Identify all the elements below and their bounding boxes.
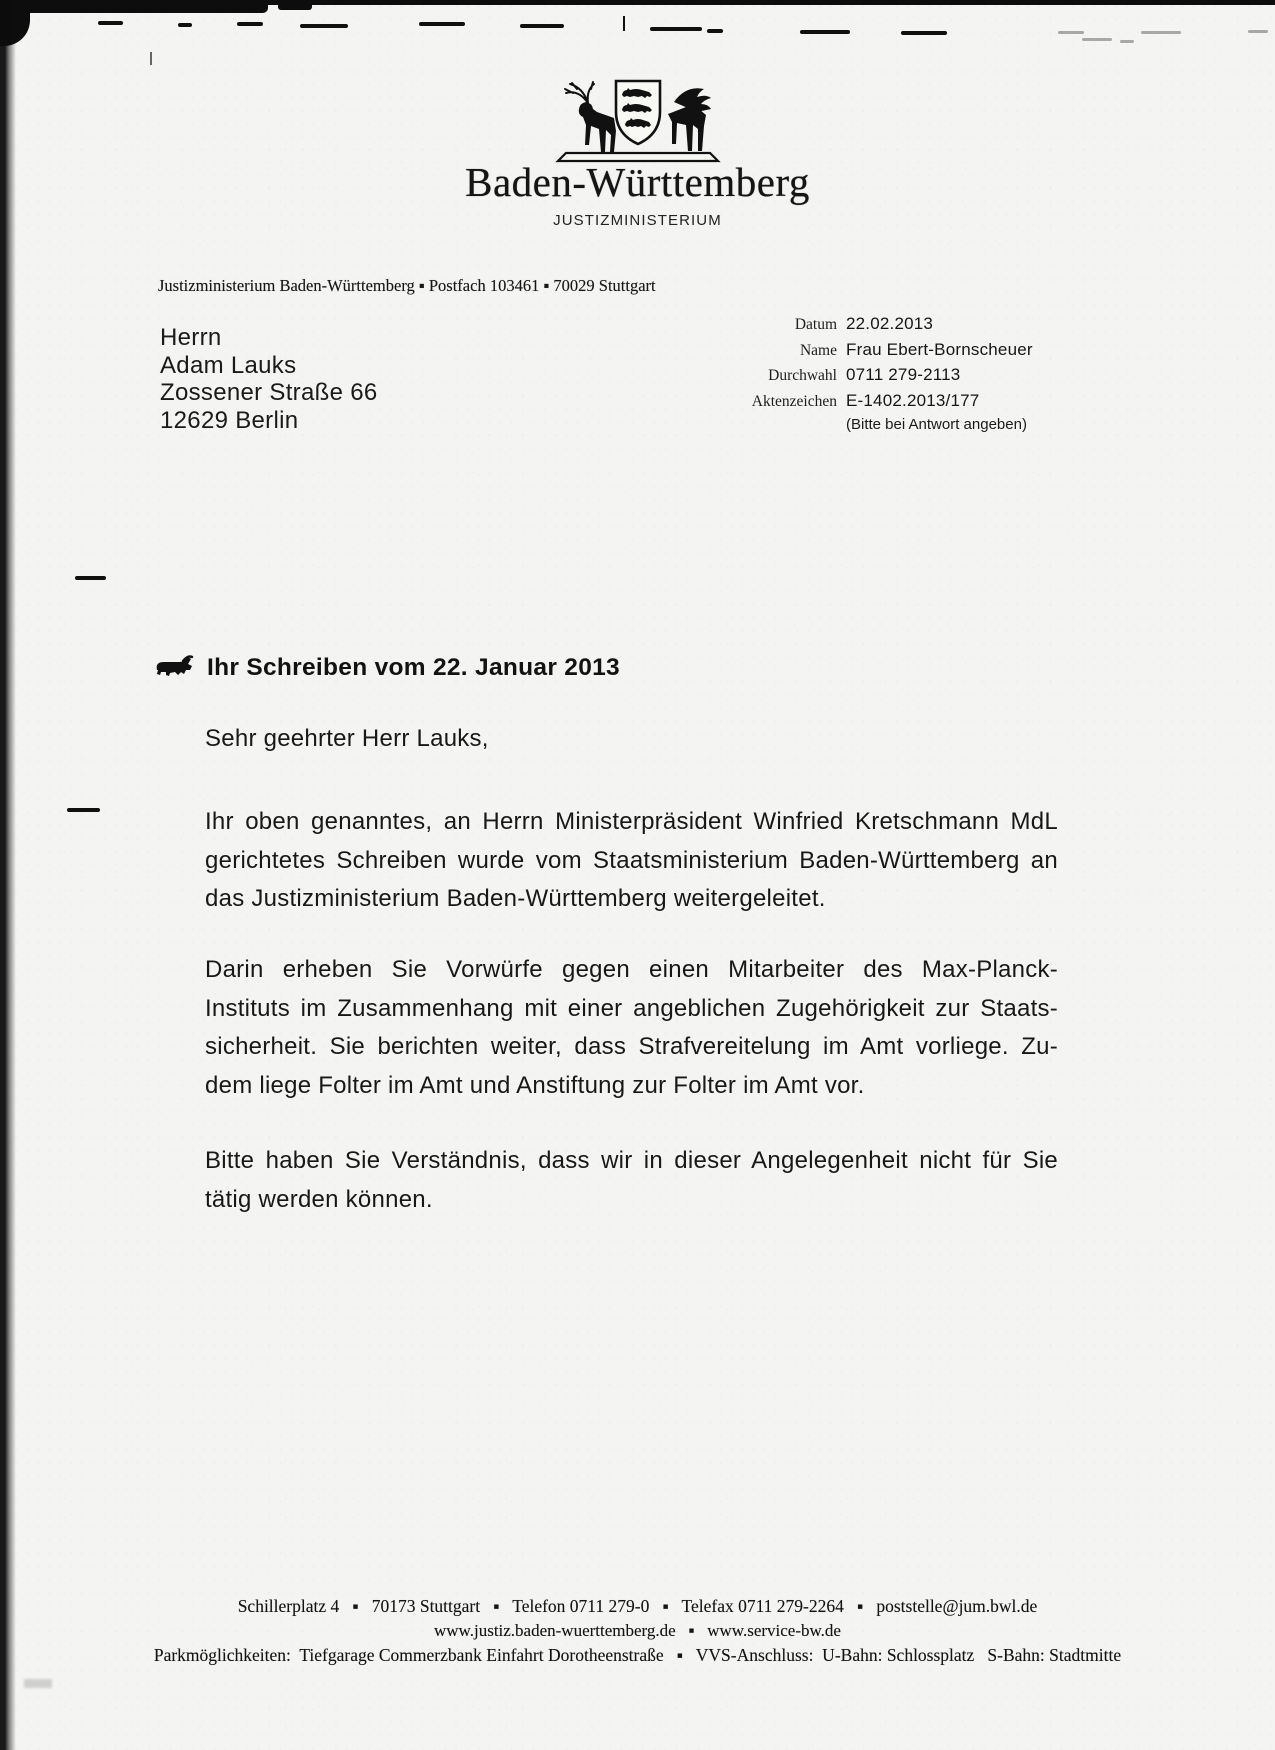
meta-value-phone: 0711 279-2113 <box>846 365 961 384</box>
lion-logo-icon <box>152 653 196 683</box>
body-line: Instituts im Zusammenhang mit einer angeblichen Zugehörigkeit zur Staats- <box>205 994 1058 1022</box>
meta-row-name <box>655 338 1055 364</box>
body-line: sicherheit. Sie berichten weiter, dass Strafvereitelung im Amt vorliege. Zu- <box>205 1033 1058 1060</box>
footer-parking-line: Parkmöglichkeiten: Tiefgarage Commerzbank Einfahrt Dorotheenstraße ▪ VVS-Anschluss: U-Bahn: Schlossplatz S-Bahn: Stadtmitte <box>153 1645 1122 1665</box>
meta-value-reference: E-1402.2013/177 <box>846 390 980 410</box>
ministry-name: JUSTIZMINISTERIUM <box>553 212 722 229</box>
scan-artifact-smudge <box>24 1679 52 1688</box>
scan-artifact-dash <box>1082 38 1112 41</box>
footer-contact-line: Schillerplatz 4 ▪ 70173 Stuttgart ▪ Telefon 0711 279-0 ▪ Telefax 0711 279-2264 ▪ poststelle@jum.bwl.de <box>237 1596 1038 1616</box>
body-line: gerichtetes Schreiben wurde vom Staatsministerium Baden-Württemberg an <box>205 846 1058 874</box>
state-name: Baden-Württemberg <box>465 159 810 205</box>
letter-meta-block <box>655 312 1055 433</box>
scan-artifact-mark <box>150 52 152 65</box>
reply-reference-note: (Bitte bei Antwort angeben) <box>846 416 1027 433</box>
meta-label: Name <box>799 341 837 359</box>
recipient-line: Adam Lauks <box>160 351 297 379</box>
body-line: Sehr geehrter Herr Lauks, <box>205 725 489 752</box>
scan-artifact-dash <box>1058 31 1084 34</box>
meta-label: Aktenzeichen <box>751 392 837 410</box>
body-paragraph <box>205 1142 1058 1219</box>
scan-artifact-tick <box>623 16 625 31</box>
meta-row-durchwahl <box>655 363 1055 389</box>
margin-dash <box>75 576 106 580</box>
body-line: Ihr oben genanntes, an Herrn Ministerpräsident Winfried Kretschmann MdL <box>205 808 1058 835</box>
scan-artifact-dash <box>901 31 947 35</box>
sender-return-address: Justizministerium Baden-Württemberg ▪ Postfach 103461 ▪ 70029 Stuttgart <box>158 276 656 295</box>
subject-text: Ihr Schreiben vom 22. Januar 2013 <box>207 654 620 681</box>
scan-artifact-dash <box>300 24 348 28</box>
body-line: das Justizministerium Baden-Württemberg weitergeleitet. <box>205 885 826 912</box>
scan-artifact-dash <box>419 22 465 26</box>
recipient-line: Herrn <box>160 324 222 351</box>
scan-artifact-dash <box>98 21 123 25</box>
body-line: Darin erheben Sie Vorwürfe gegen einen Mitarbeiter des Max-Planck- <box>205 956 1058 983</box>
scan-artifact-dash <box>1248 30 1268 33</box>
scan-artifact-dash <box>1120 40 1134 43</box>
recipient-address <box>160 324 378 434</box>
scan-artifact-dash <box>237 22 263 26</box>
meta-row-datum <box>655 312 1055 338</box>
baden-wuerttemberg-coat-of-arms-icon <box>552 76 724 171</box>
scan-artifact-dash <box>650 27 702 31</box>
meta-value-date: 22.02.2013 <box>846 314 934 333</box>
footer-web-line: www.justiz.baden-wuerttemberg.de ▪ www.service-bw.de <box>434 1621 841 1640</box>
scan-edge-left <box>0 0 16 1750</box>
salutation <box>205 720 1058 759</box>
meta-label: Datum <box>794 316 837 333</box>
recipient-line: Zossener Straße 66 <box>160 379 378 406</box>
scan-artifact-dash <box>178 23 192 27</box>
scan-artifact-dash <box>800 30 850 34</box>
body-line: dem liege Folter im Amt und Anstiftung zur Folter im Amt vor. <box>205 1071 865 1099</box>
body-line: Bitte haben Sie Verständnis, dass wir in dieser Angelegenheit nicht für Sie <box>205 1147 1058 1174</box>
meta-value-contact-name: Frau Ebert-Bornscheuer <box>846 339 1033 359</box>
subject-line <box>152 653 620 683</box>
meta-label: Durchwahl <box>768 367 837 384</box>
scan-artifact-dash <box>707 29 723 33</box>
body-paragraph <box>205 951 1058 1105</box>
scan-edge-top-thick <box>0 0 268 13</box>
body-line: tätig werden können. <box>205 1185 433 1213</box>
margin-dash <box>67 808 100 812</box>
meta-row-aktenzeichen <box>655 389 1055 415</box>
scan-artifact-dash <box>1141 31 1181 34</box>
scan-artifact-dash <box>520 24 564 28</box>
scan-edge-top-segment <box>278 0 312 10</box>
recipient-line: 12629 Berlin <box>160 406 299 434</box>
body-paragraph <box>205 803 1058 919</box>
